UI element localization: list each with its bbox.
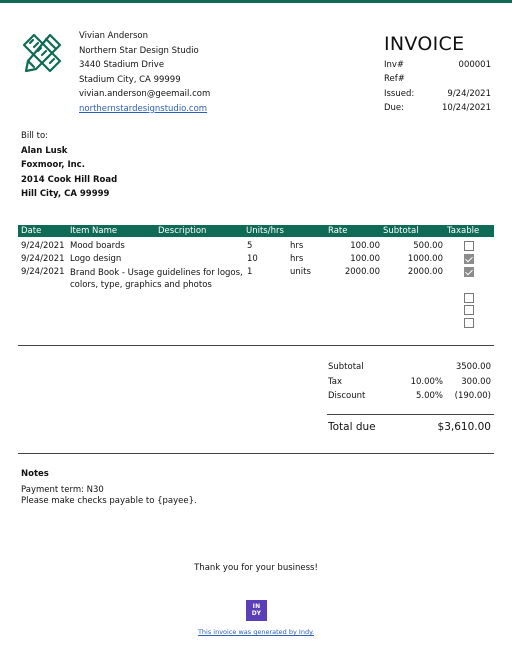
tax-rate: 10.00% [410, 376, 443, 387]
header-rate: Rate [328, 226, 348, 236]
row-item: Logo design [70, 254, 122, 264]
row-subtotal: 1000.00 [407, 254, 443, 264]
header-subtotal: Subtotal [383, 226, 419, 236]
row-qty: 5 [247, 241, 253, 251]
taxable-checkbox[interactable] [464, 267, 474, 277]
ref-label: Ref# [384, 74, 405, 85]
taxable-checkbox[interactable] [464, 293, 474, 303]
subtotal-value: 3500.00 [455, 362, 491, 372]
inv-number-value: 000001 [458, 60, 491, 70]
table-row [18, 240, 494, 253]
notes-payee: Please make checks payable to {payee}. [21, 496, 197, 506]
notes-section [21, 469, 197, 508]
bill-to-company: Foxmoor, Inc. [21, 160, 85, 170]
taxable-checkbox[interactable] [464, 305, 474, 315]
invoice-meta [384, 58, 491, 115]
row-subtotal: 500.00 [413, 241, 443, 251]
row-item: Brand Book - Usage guidelines for logos, colors, type, graphics and photos [70, 268, 243, 290]
row-unit: hrs [290, 241, 304, 251]
divider [18, 345, 494, 346]
table-row-empty [18, 305, 494, 318]
row-unit: units [290, 267, 311, 277]
sender-info [79, 29, 210, 116]
pencil-ruler-icon [20, 31, 64, 75]
row-qty: 1 [247, 267, 253, 277]
taxable-checkbox[interactable] [464, 241, 474, 251]
bill-to-city: Hill City, CA 99999 [21, 189, 110, 199]
sender-street: 3440 Stadium Drive [79, 60, 165, 70]
header-description: Description [158, 226, 207, 236]
row-item: Mood boards [70, 241, 125, 251]
sender-email: vivian.anderson@geemail.com [79, 89, 211, 99]
total-due-value: $3,610.00 [437, 421, 491, 433]
tax-label: Tax [328, 376, 343, 387]
bill-to-label: Bill to: [21, 131, 49, 141]
sender-company: Northern Star Design Studio [79, 45, 199, 56]
row-rate: 2000.00 [344, 267, 380, 277]
header-taxable: Taxable [447, 226, 480, 236]
table-row-empty [18, 318, 494, 331]
row-date: 9/24/2021 [21, 254, 65, 264]
header-item: Item Name [70, 226, 118, 236]
issued-value: 9/24/2021 [447, 88, 491, 99]
header-date: Date [21, 226, 42, 236]
due-label: Due: [384, 102, 405, 113]
discount-value: (190.00) [454, 391, 491, 402]
row-unit: hrs [290, 254, 304, 264]
sender-city: Stadium City, CA 99999 [79, 74, 181, 85]
row-rate: 100.00 [350, 254, 380, 264]
discount-rate: 5.00% [415, 391, 443, 402]
accent-top-bar [0, 0, 512, 3]
taxable-checkbox[interactable] [464, 318, 474, 328]
bill-to [21, 129, 117, 202]
inv-number-label: Inv# [384, 60, 405, 70]
bill-to-name: Alan Lusk [21, 145, 68, 156]
table-row [18, 266, 494, 292]
sender-website-link[interactable]: northernstardesignstudio.com [79, 103, 208, 114]
divider [18, 453, 494, 454]
invoice-title: INVOICE [384, 33, 465, 55]
sender-name: Vivian Anderson [79, 31, 149, 41]
generated-by-link[interactable]: This invoice was generated by Indy. [197, 628, 315, 636]
taxable-checkbox[interactable] [464, 254, 474, 264]
row-date: 9/24/2021 [21, 267, 65, 277]
row-date: 9/24/2021 [21, 241, 65, 251]
indy-logo-icon [246, 600, 267, 621]
tax-value: 300.00 [461, 376, 491, 387]
total-divider [327, 414, 494, 415]
discount-label: Discount [328, 391, 366, 402]
row-qty: 10 [247, 254, 258, 264]
thank-you-message: Thank you for your business! [194, 563, 318, 573]
table-header [18, 225, 494, 237]
table-row [18, 253, 494, 266]
indy-logo-line2: DY [251, 610, 262, 617]
line-items-table [18, 225, 494, 331]
subtotal-label: Subtotal [328, 362, 364, 372]
indy-logo-line1: IN [252, 603, 261, 610]
bill-to-street: 2014 Cook Hill Road [21, 174, 118, 185]
notes-payment-term: Payment term: N30 [21, 484, 104, 495]
row-rate: 100.00 [350, 241, 380, 251]
table-row-empty [18, 292, 494, 305]
issued-label: Issued: [384, 88, 415, 99]
total-due-label: Total due [328, 421, 376, 433]
notes-heading: Notes [21, 469, 49, 479]
totals-section [328, 360, 491, 404]
row-subtotal: 2000.00 [407, 267, 443, 277]
due-value: 10/24/2021 [442, 102, 491, 113]
header-units: Units/hrs [246, 226, 284, 236]
